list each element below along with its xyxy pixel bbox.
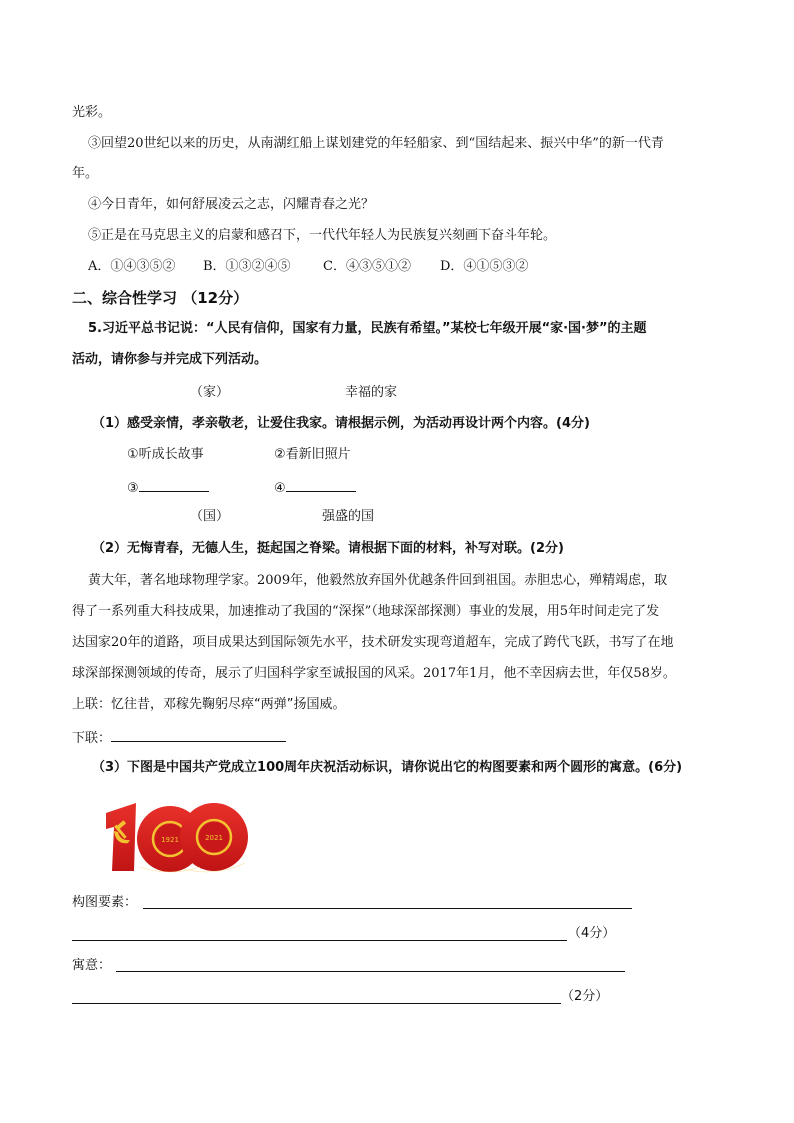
answer-4-row [274,477,356,498]
option-d: D．④①⑤③② [440,259,529,274]
composition-score: （4分） [568,926,616,941]
question-5-line-1: 5.习近平总书记说：“人民有信仰，国家有力量，民族有希望。”某校七年级开展“家·国·梦”的主题 [88,321,647,336]
country-title: 强盛的国 [322,509,375,524]
material-line-2: 得了一系列重大科技成果，加速推动了我国的“深探”（地球深部探测）事业的发展，用5年时间走完了发 [72,604,660,619]
material-line-4: 球深部探测领域的传奇，展示了归国科学家至诚报国的风采。2017年1月，他不幸因病去世，年仅58岁。 [72,666,676,681]
question-5-line-2: 活动，请你参与并完成下列活动。 [72,352,268,367]
material-line-3: 达国家20年的道路，项目成果达到国际领先水平，技术研发实现弯道超车，完成了跨代飞跃，书写了在地 [72,635,674,650]
home-tag: （家） [190,385,230,400]
digit-one-shape [106,803,136,871]
option-c: C．④③⑤①② [323,259,411,274]
composition-label: 构图要素： [72,895,138,910]
sub-question-3: （3）下图是中国共产党成立100周年庆祝活动标识，请你说出它的构图要素和两个圆形的寓意。(6分) [92,760,683,775]
answer-4-blank[interactable] [286,477,356,492]
meaning-label: 寓意： [72,958,112,973]
answer-3-blank[interactable] [139,477,209,492]
item-3-line-2: 年。 [72,166,99,181]
section-heading: 二、综合性学习 （12分） [72,289,249,307]
lower-couplet-blank[interactable] [111,727,286,742]
sub-question-2: （2）无悔青春，无德人生，挺起国之脊梁。请根据下面的材料，补写对联。(2分) [92,541,564,556]
home-title: 幸福的家 [345,385,398,400]
item-3-line-1: ③回望20世纪以来的历史，从南湖红船上谋划建党的年轻船家、到“国结起来、振兴中华”的新一代青 [88,136,664,151]
cpc-100-anniversary-logo [100,797,250,877]
composition-answer-line-2[interactable] [72,940,567,941]
answer-4-label: ④ [274,481,286,496]
meaning-score: （2分） [561,989,609,1004]
year-2021-text: 2021 [205,834,223,842]
meaning-answer-line-2[interactable] [72,1003,561,1004]
material-line-1: 黄大年，著名地球物理学家。2009年，他毅然放弃国外优越条件回到祖国。赤胆忠心，殚精竭虑，取 [88,573,668,588]
option-b: B．①③②④⑤ [203,259,291,274]
continuation-text: 光彩。 [72,105,112,120]
country-tag: （国） [190,509,230,524]
answer-3-label: ③ [127,481,139,496]
example-1: ①听成长故事 [127,447,204,462]
sub-question-1: （1）感受亲情，孝亲敬老，让爱住我家。请根据示例，为活动再设计两个内容。(4分) [92,416,590,431]
year-1921-text: 1921 [161,836,179,844]
upper-couplet: 上联：忆往昔，邓稼先鞠躬尽瘁“两弹”扬国威。 [72,697,346,712]
lower-couplet-row [72,727,286,748]
item-5: ⑤正是在马克思主义的启蒙和感召下，一代代年轻人为民族复兴刻画下奋斗年轮。 [88,228,557,243]
composition-answer-line-1[interactable] [143,908,632,909]
answer-3-row [127,477,209,498]
lower-couplet-label: 下联： [72,731,112,746]
example-2: ②看新旧照片 [274,447,351,462]
item-4: ④今日青年，如何舒展凌云之志，闪耀青春之光？ [88,197,375,212]
option-a: A．①④③⑤② [88,259,176,274]
meaning-answer-line-1[interactable] [116,971,625,972]
